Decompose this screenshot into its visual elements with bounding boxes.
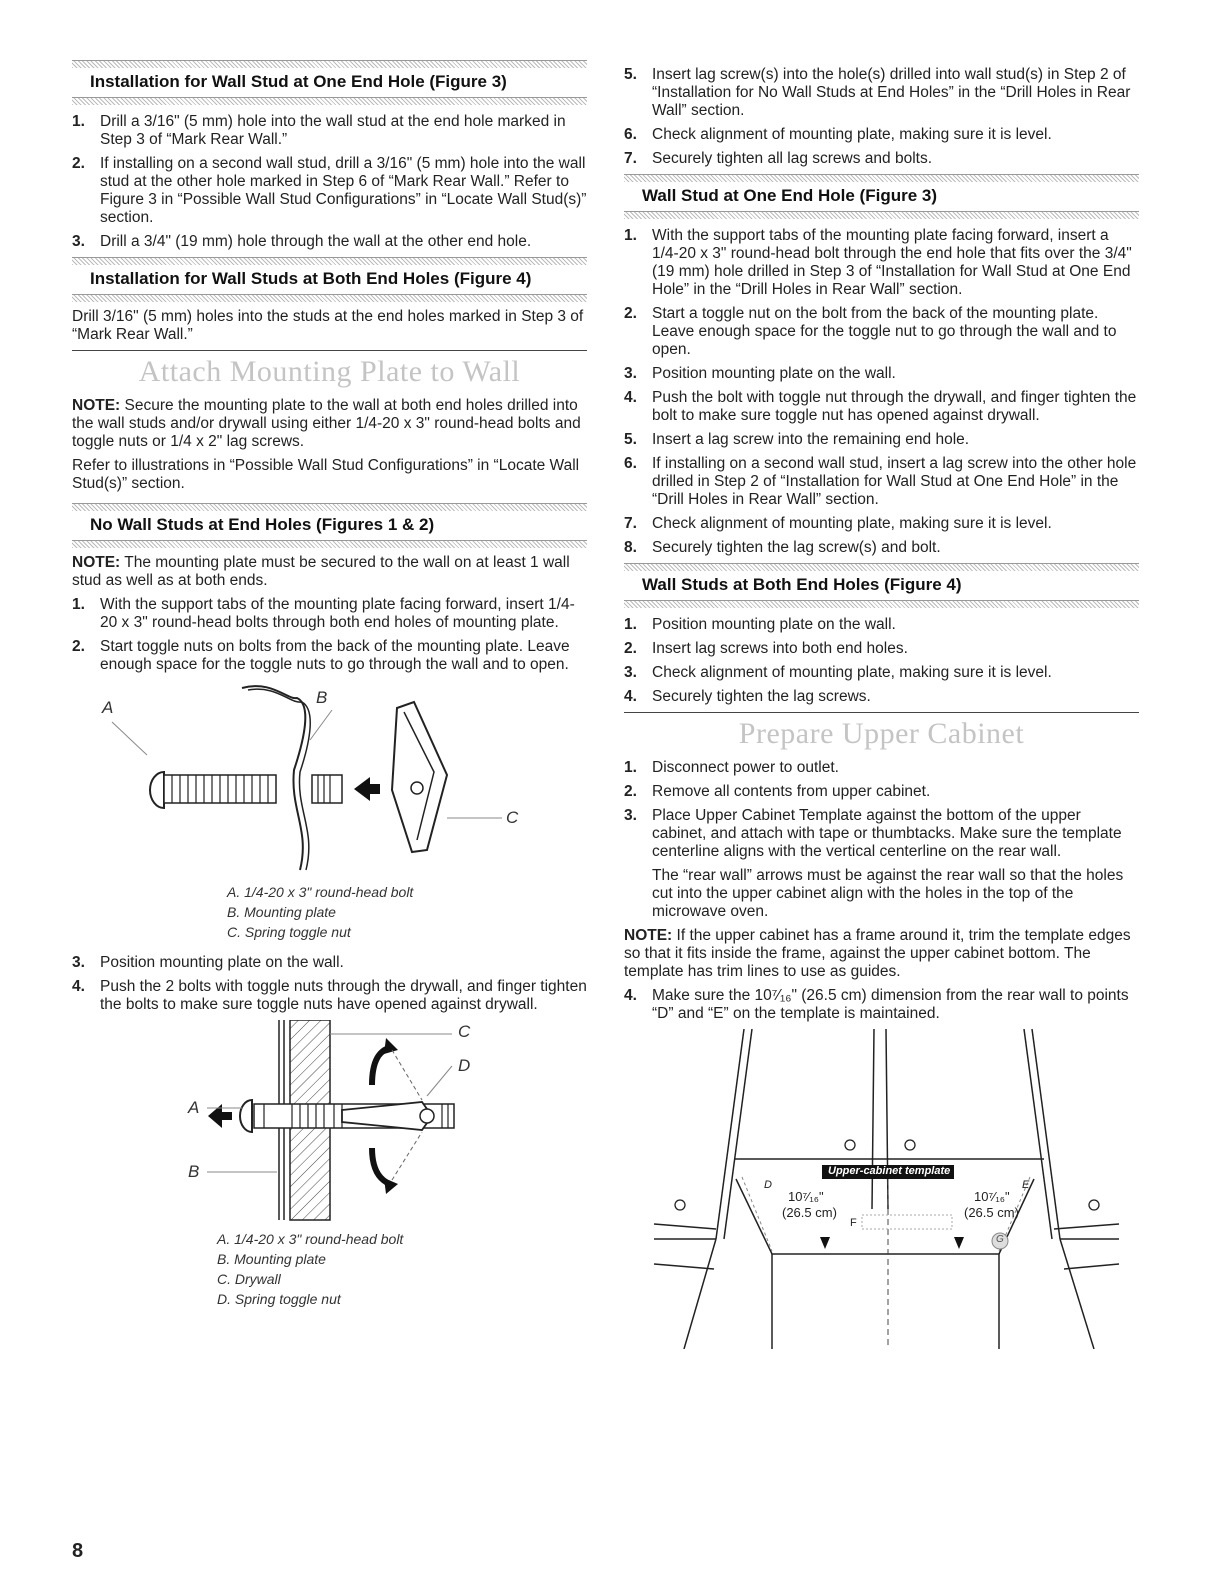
- heading-studs-both-ends-fig4: Wall Studs at Both End Holes (Figure 4): [642, 575, 962, 594]
- template-banner: Upper-cabinet template: [828, 1165, 951, 1177]
- list-item: 1. Disconnect power to outlet.: [624, 759, 839, 776]
- list-item: 3. Check alignment of mounting plate, making sure it is level.: [624, 664, 1052, 681]
- list-item: 1. With the support tabs of the mounting plate facing forward, insert 1/4-20 x 3" round-head bolts through both end holes of mounting plate.: [72, 596, 575, 631]
- list-item: 3. Drill a 3/4" (19 mm) hole through the wall at the other end hole.: [72, 233, 532, 250]
- drywall-toggle-illustration: [72, 1020, 587, 1225]
- list-stud-one-end-fig3: [624, 227, 1139, 557]
- list-no-studs: [72, 596, 587, 674]
- list-item: 1. Drill a 3/16" (5 mm) hole into the wall stud at the end hole marked in Step 3 of “Mark Rear Wall.”: [72, 113, 566, 148]
- label-c: C: [458, 1022, 471, 1041]
- list-stud-one-end: [72, 113, 587, 251]
- figure-caption: A. 1/4-20 x 3" round-head bolt B. Mounting plate C. Spring toggle nut: [227, 884, 414, 940]
- list-continued: [624, 66, 1139, 168]
- dimension-left: 10⁷⁄₁₆": [788, 1189, 824, 1204]
- dimension-right-metric: (26.5 cm): [964, 1205, 1019, 1220]
- rule: [72, 350, 587, 351]
- section-title-attach: Attach Mounting Plate to Wall: [138, 355, 521, 388]
- list-item: 5. Insert a lag screw into the remaining end hole.: [624, 431, 970, 448]
- figure-caption: A. 1/4-20 x 3" round-head bolt B. Mounting plate C. Drywall D. Spring toggle nut: [217, 1231, 404, 1307]
- list-item: 1. With the support tabs of the mounting plate facing forward, insert a 1/4-20 x 3" round-head bolt through the end hole that fits over the 3/4" (19 mm) hole drilled in Step 3 of “Installation for Wall Stud at One End Hole” in the “Drill Holes in Rear Wall” section.: [624, 227, 1132, 298]
- note-paragraph: NOTE: If the upper cabinet has a frame around it, trim the template edges so that it fits inside the frame, against the upper cabinet bottom. The template has trim lines to use as guides.: [624, 927, 1131, 980]
- list-prepare: [624, 759, 1139, 861]
- point-d-label: D: [764, 1179, 772, 1191]
- figure-cabinet-template: [624, 1029, 1139, 1349]
- right-column: [624, 64, 1139, 1349]
- left-column: [72, 60, 587, 1309]
- list-item: 4. Securely tighten the lag screws.: [624, 688, 871, 705]
- heading-stud-one-end-fig3: Wall Stud at One End Hole (Figure 3): [642, 186, 937, 205]
- list-item: 4. Push the bolt with toggle nut through the drywall, and finger tighten the bolt to make sure toggle nut has opened against drywall.: [624, 389, 1137, 424]
- label-c: C: [506, 808, 519, 827]
- list-item: 7. Check alignment of mounting plate, making sure it is level.: [624, 515, 1052, 532]
- section-divider: [72, 257, 587, 265]
- dimension-right: 10⁷⁄₁₆": [974, 1189, 1010, 1204]
- bolt-toggle-illustration: [72, 680, 587, 880]
- list-item: 4. Make sure the 10⁷⁄₁₆" (26.5 cm) dimension from the rear wall to points “D” and “E” on the template is maintained.: [624, 987, 1129, 1022]
- list-item: 8. Securely tighten the lag screw(s) and bolt.: [624, 539, 941, 556]
- list-no-studs-cont: [72, 954, 587, 1014]
- section-title-prepare: Prepare Upper Cabinet: [738, 717, 1025, 750]
- point-f-label: F: [850, 1217, 857, 1229]
- paragraph: Refer to illustrations in “Possible Wall Stud Configurations” in “Locate Wall Stud(s)” section.: [72, 457, 580, 492]
- list-studs-both-ends-fig4: [624, 616, 1139, 706]
- section-divider: [624, 563, 1139, 571]
- list-item: 4. Push the 2 bolts with toggle nuts through the drywall, and finger tighten the bolts to make sure toggle nuts have opened against drywall.: [72, 978, 587, 1013]
- paragraph: The “rear wall” arrows must be against the rear wall so that the holes cut into the upper cabinet align with the holes in the top of the microwave oven.: [652, 867, 1124, 920]
- note-paragraph: NOTE: The mounting plate must be secured to the wall on at least 1 wall stud as well as at both ends.: [72, 554, 570, 589]
- point-g-label: G: [996, 1234, 1004, 1245]
- heading-no-studs: No Wall Studs at End Holes (Figures 1 & 2): [90, 515, 435, 534]
- label-b: B: [188, 1162, 200, 1181]
- list-item: 5. Insert lag screw(s) into the hole(s) drilled into wall stud(s) in Step 2 of “Installation for No Wall Studs at End Holes” in the “Drill Holes in Rear Wall” section.: [624, 66, 1131, 119]
- list-item: 7. Securely tighten all lag screws and bolts.: [624, 150, 933, 167]
- list-prepare-cont: [624, 987, 1139, 1023]
- heading-stud-one-end: Installation for Wall Stud at One End Hole (Figure 3): [90, 72, 507, 91]
- list-item: 2. Start toggle nuts on bolts from the back of the mounting plate. Leave enough space for the toggle nuts to go through the wall and to open.: [72, 638, 570, 673]
- list-item: 3. Position mounting plate on the wall.: [72, 954, 344, 971]
- section-divider: [72, 60, 587, 68]
- list-item: 3. Position mounting plate on the wall.: [624, 365, 896, 382]
- page-number: 8: [72, 1540, 84, 1562]
- label-b: B: [316, 688, 328, 707]
- label-d: D: [458, 1056, 471, 1075]
- label-a: A: [102, 698, 114, 717]
- list-item: 1. Position mounting plate on the wall.: [624, 616, 896, 633]
- figure-bolt-toggle: [72, 680, 587, 880]
- point-e-label: E: [1022, 1179, 1030, 1191]
- list-item: 6. Check alignment of mounting plate, making sure it is level.: [624, 126, 1052, 143]
- list-item: 2. If installing on a second wall stud, drill a 3/16" (5 mm) hole into the wall stud at the other hole marked in Step 6 of “Mark Rear Wall.” Refer to Figure 3 in “Possible Wall Stud Configurations” in “Locate Wall Stud(s)” section.: [72, 155, 587, 226]
- section-divider: [624, 174, 1139, 182]
- section-divider: [72, 540, 587, 548]
- section-divider: [72, 97, 587, 105]
- list-item: 2. Insert lag screws into both end holes.: [624, 640, 908, 657]
- note-paragraph: NOTE: Secure the mounting plate to the wall at both end holes drilled into the wall studs and/or drywall using either 1/4-20 x 3" round-head bolts and toggle nuts or 1/4 x 2" lag screws.: [72, 397, 581, 450]
- section-divider: [624, 211, 1139, 219]
- dimension-left-metric: (26.5 cm): [782, 1205, 837, 1220]
- list-item: 2. Start a toggle nut on the bolt from the back of the mounting plate. Leave enough space for the toggle nut to go through the wall and to open.: [624, 305, 1117, 358]
- list-item: 3. Place Upper Cabinet Template against the bottom of the upper cabinet, and attach with tape or thumbtacks. Make sure the template centerline aligns with the vertical centerline on the rear wall.: [624, 807, 1122, 860]
- rule: [624, 712, 1139, 713]
- heading-studs-both-ends: Installation for Wall Studs at Both End Holes (Figure 4): [90, 269, 532, 288]
- label-a: A: [188, 1098, 200, 1117]
- section-divider: [72, 503, 587, 511]
- cabinet-template-illustration: [624, 1029, 1139, 1349]
- section-divider: [72, 294, 587, 302]
- figure-drywall-toggle: [72, 1020, 587, 1225]
- list-item: 6. If installing on a second wall stud, insert a lag screw into the other hole drilled in Step 2 of “Installation for Wall Stud at One End Hole” in the “Drill Holes in Rear Wall” section.: [624, 455, 1137, 508]
- paragraph: Drill 3/16" (5 mm) holes into the studs at the end holes marked in Step 3 of “Mark Rear Wall.”: [72, 308, 584, 343]
- list-item: 2. Remove all contents from upper cabinet.: [624, 783, 931, 800]
- section-divider: [624, 600, 1139, 608]
